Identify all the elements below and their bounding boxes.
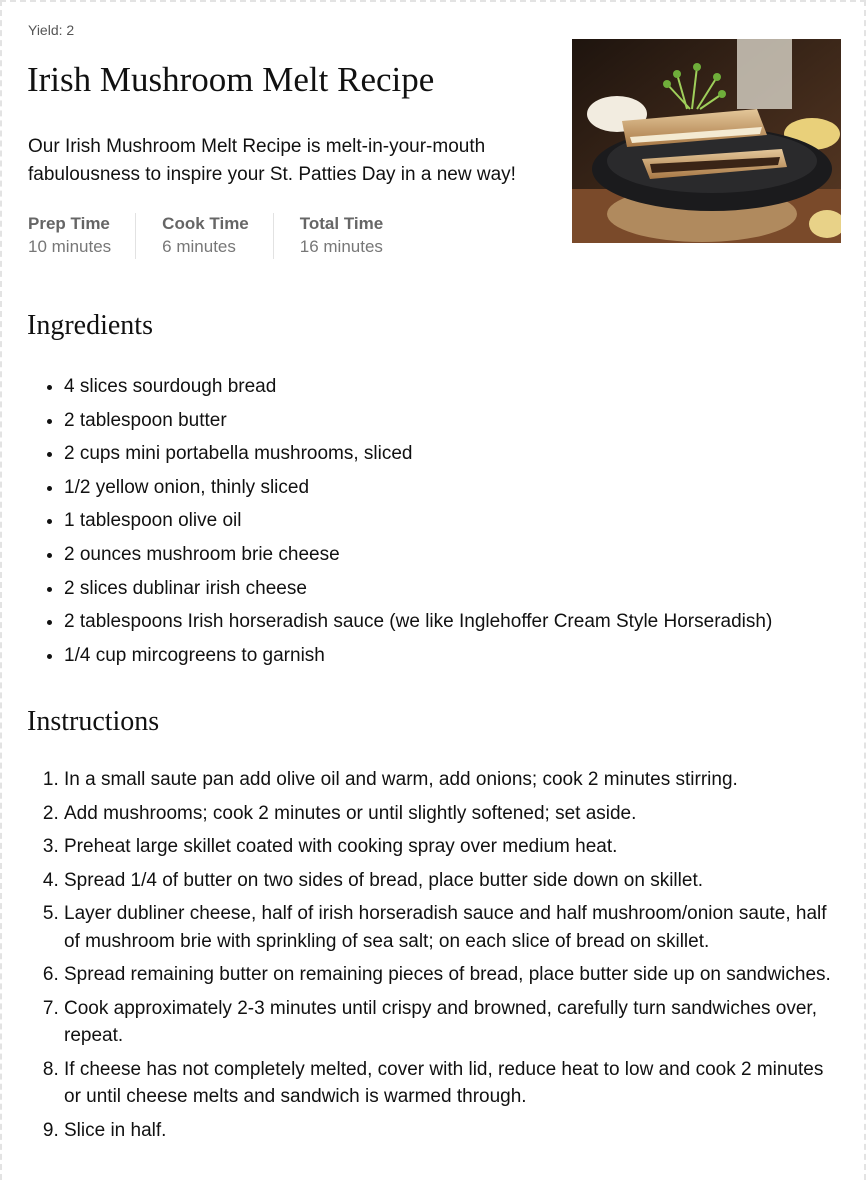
recipe-title: Irish Mushroom Melt Recipe xyxy=(27,60,435,99)
ingredients-heading: Ingredients xyxy=(27,310,153,341)
recipe-photo xyxy=(572,39,841,243)
instructions-list xyxy=(64,766,834,1150)
prep-time-label: Prep Time xyxy=(28,214,110,233)
ingredient-item: • 2 ounces mushroom brie cheese xyxy=(64,538,854,572)
instruction-step: 8. If cheese has not completely melted, cover with lid, reduce heat to low and cook 2 minutes or until cheese melts and sandwich is warmed through. xyxy=(64,1056,834,1111)
cook-time-value: 6 minutes xyxy=(162,237,236,256)
instruction-step: 7. Cook approximately 2-3 minutes until crispy and browned, carefully turn sandwiches over, repeat. xyxy=(64,995,834,1050)
instruction-step: 9. Slice in half. xyxy=(64,1117,834,1145)
total-time xyxy=(300,213,407,259)
prep-time-value: 10 minutes xyxy=(28,237,112,256)
ingredient-item: • 2 slices dublinar irish cheese xyxy=(64,572,854,606)
instruction-step: 6. Spread remaining butter on remaining pieces of bread, place butter side up on sandwiches. xyxy=(64,961,834,989)
ingredient-item: • 1/2 yellow onion, thinly sliced xyxy=(64,471,854,505)
ingredient-item: • 4 slices sourdough bread xyxy=(64,370,854,404)
recipe-yield: Yield: 2 xyxy=(28,22,75,38)
ingredient-item: • 2 tablespoons Irish horseradish sauce (we like Inglehoffer Cream Style Horseradish) xyxy=(64,605,854,639)
ingredient-item: • 1/4 cup mircogreens to garnish xyxy=(64,639,854,673)
instruction-step: 3. Preheat large skillet coated with cooking spray over medium heat. xyxy=(64,833,834,861)
recipe-summary: Our Irish Mushroom Melt Recipe is melt-in-your-mouth fabulousness to inspire your St. Patties Day in a new way! xyxy=(28,136,516,185)
total-time-value: 16 minutes xyxy=(299,237,383,256)
instruction-step: 4. Spread 1/4 of butter on two sides of bread, place butter side down on skillet. xyxy=(64,867,834,895)
recipe-times xyxy=(28,213,433,259)
instruction-step: 5. Layer dubliner cheese, half of irish horseradish sauce and half mushroom/onion saute, half of mushroom brie with sprinkling of sea salt; on each slice of bread on skillet. xyxy=(64,900,834,955)
ingredient-item: • 1 tablespoon olive oil xyxy=(64,504,854,538)
ingredient-item: • 2 cups mini portabella mushrooms, sliced xyxy=(64,437,854,471)
prep-time xyxy=(28,213,136,259)
ingredient-item: • 2 tablespoon butter xyxy=(64,404,854,438)
ingredients-list xyxy=(64,370,854,672)
total-time-label: Total Time xyxy=(299,214,384,233)
cook-time-label: Cook Time xyxy=(162,214,249,233)
instruction-step: 2. Add mushrooms; cook 2 minutes or until slightly softened; set aside. xyxy=(64,800,834,828)
instruction-step: 1. In a small saute pan add olive oil and warm, add onions; cook 2 minutes stirring. xyxy=(64,766,834,794)
instructions-heading: Instructions xyxy=(27,706,160,737)
cook-time xyxy=(162,213,274,259)
